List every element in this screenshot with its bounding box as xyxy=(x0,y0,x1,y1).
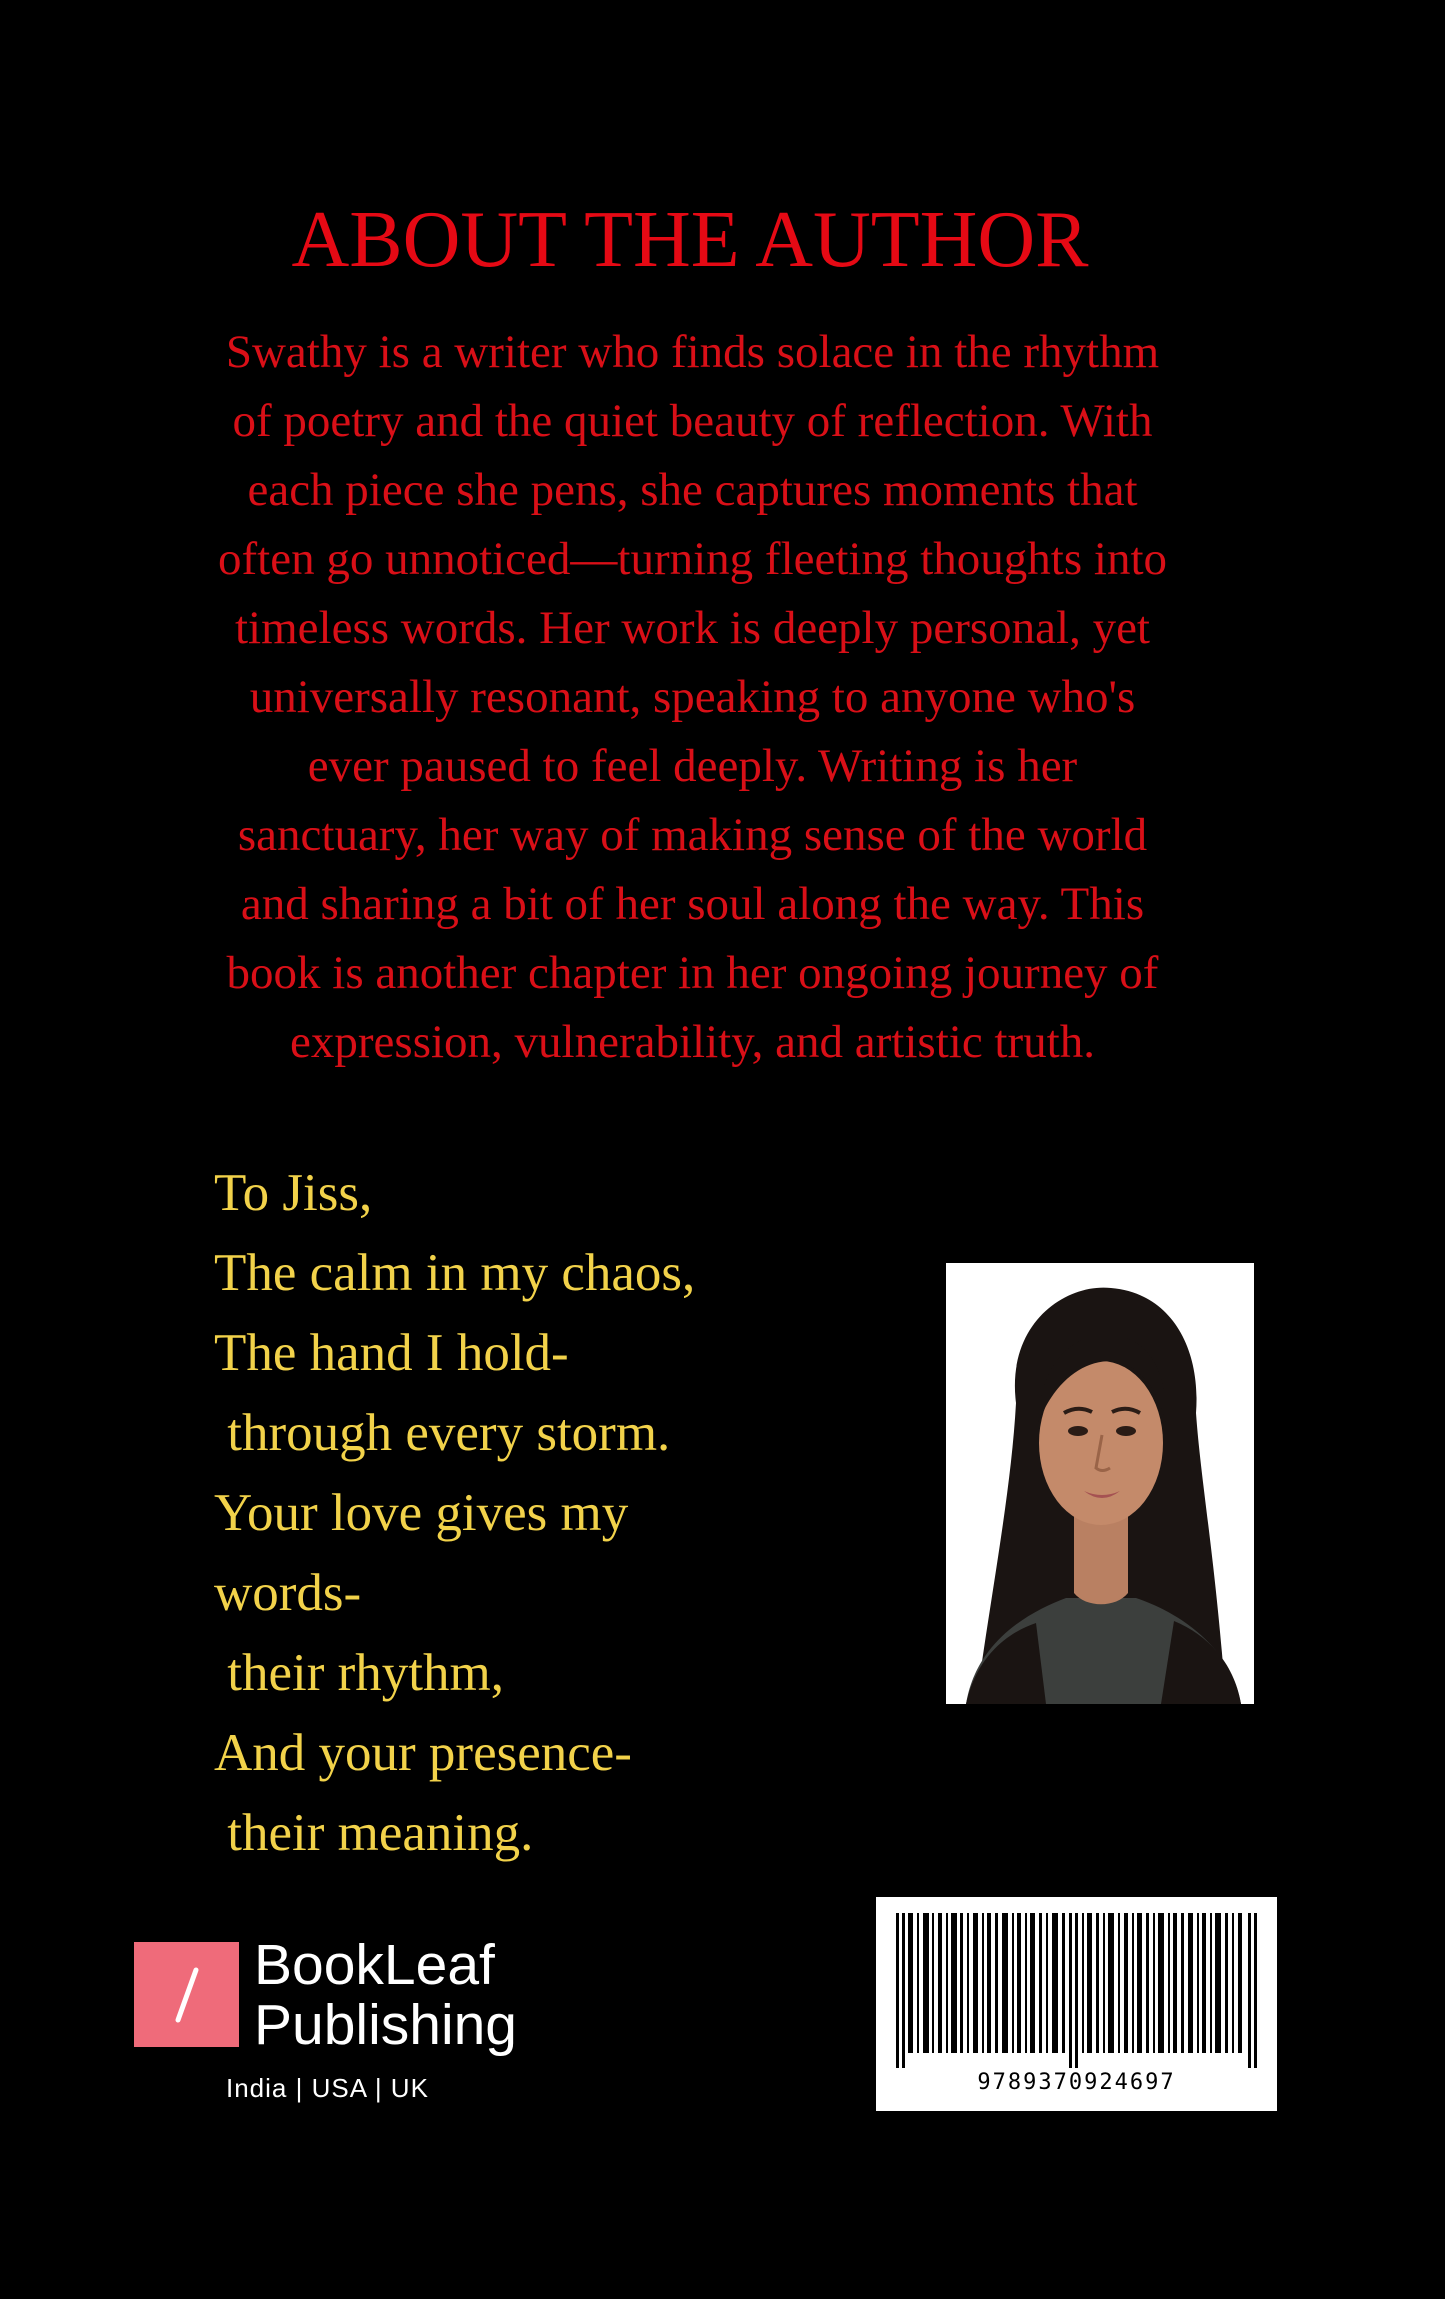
barcode-bars xyxy=(896,1913,1257,2068)
dedication-line: their rhythm, xyxy=(214,1644,504,1702)
bio-line: book is another chapter in her ongoing journey of xyxy=(226,947,1159,999)
bio-line: and sharing a bit of her soul along the way. This xyxy=(240,878,1145,930)
dedication-line: And your presence- xyxy=(214,1724,632,1782)
dedication-poem xyxy=(214,1153,695,1873)
author-photo xyxy=(946,1263,1254,1704)
bio-line: often go unnoticed—turning fleeting thoughts into xyxy=(218,533,1167,585)
bio-line: Swathy is a writer who finds solace in the rhythm xyxy=(225,326,1160,378)
bio-line: each piece she pens, she captures moments that xyxy=(247,464,1138,516)
slash-icon xyxy=(134,1942,239,2047)
bio-line: of poetry and the quiet beauty of reflection. With xyxy=(232,395,1153,447)
bio-line: expression, vulnerability, and artistic truth. xyxy=(290,1016,1095,1068)
publisher-regions: India | USA | UK xyxy=(226,2073,429,2103)
bio-line: sanctuary, her way of making sense of the world xyxy=(237,809,1148,861)
dedication-line: Your love gives my xyxy=(214,1484,629,1542)
bio-line: ever paused to feel deeply. Writing is her xyxy=(307,740,1078,792)
bio-line: universally resonant, speaking to anyone who's xyxy=(249,671,1136,723)
dedication-line: To Jiss, xyxy=(214,1164,373,1222)
dedication-line: through every storm. xyxy=(214,1404,671,1462)
publisher-name xyxy=(254,1935,517,2055)
isbn-barcode xyxy=(876,1897,1277,2111)
publisher-logo-icon xyxy=(134,1942,239,2047)
bio-line: timeless words. Her work is deeply personal, yet xyxy=(235,602,1150,654)
author-portrait-illustration xyxy=(946,1263,1254,1704)
publisher-name-line2: Publishing xyxy=(254,1993,518,2057)
dedication-line: The calm in my chaos, xyxy=(214,1244,696,1302)
dedication-line: their meaning. xyxy=(214,1804,534,1862)
dedication-line: words- xyxy=(214,1564,362,1622)
dedication-line: The hand I hold- xyxy=(214,1324,569,1382)
about-author-title: ABOUT THE AUTHOR xyxy=(291,196,1089,284)
author-bio xyxy=(150,318,1235,1077)
publisher-name-line1: BookLeaf xyxy=(254,1933,495,1997)
isbn-number: 9789370924697 xyxy=(977,2070,1176,2095)
